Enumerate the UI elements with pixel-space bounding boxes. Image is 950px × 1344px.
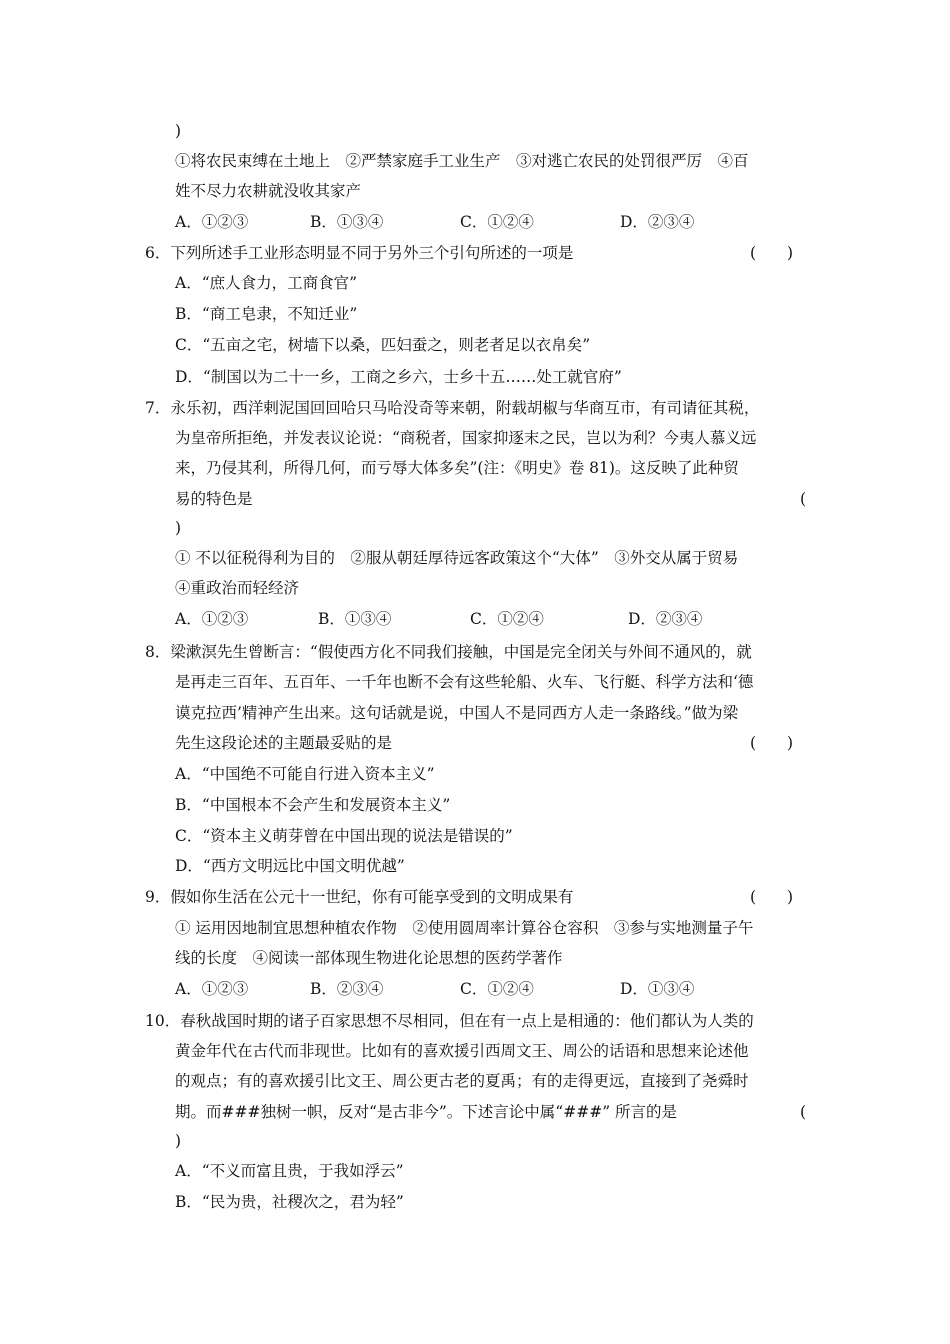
q7-bracket-open[interactable]: ( xyxy=(800,490,807,508)
q10-stem-line4: 期。而###独树一帜，反对“是古非今”。下述言论中属“###” 所言的是 xyxy=(175,1103,678,1121)
q8-stem-line2: 是再走三百年、五百年、一千年也断不会有这些轮船、火车、飞行艇、科学方法和‘德 xyxy=(175,673,754,691)
q8-option-c[interactable]: C．“资本主义萌芽曾在中国出现的说法是错误的” xyxy=(175,827,513,845)
q7-bracket-close: ) xyxy=(175,519,182,537)
q7-stem-line3: 来，乃侵其利，所得几何，而亏辱大体多矣”(注：《明史》卷 81)。这反映了此种贸 xyxy=(175,459,739,477)
q9-stem: 9．假如你生活在公元十一世纪，你有可能享受到的文明成果有 xyxy=(145,888,574,906)
q7-items-line1: ① 不以征税得利为目的 ②服从朝廷厚待远客政策这个“大体” ③外交从属于贸易 xyxy=(175,549,739,567)
q8-stem-line3: 谟克拉西’精神产生出来。这句话就是说，中国人不是同西方人走一条路线。”做为梁 xyxy=(175,704,739,722)
q6-option-d[interactable]: D．“制国以为二十一乡，工商之乡六，士乡十五……处工就官府” xyxy=(175,368,622,386)
q6-option-c[interactable]: C．“五亩之宅，树墙下以桑，匹妇蚕之，则老者足以衣帛矣” xyxy=(175,336,591,354)
q10-bracket-close: ) xyxy=(175,1132,182,1150)
q7-option-b[interactable]: B．①③④ xyxy=(318,610,392,628)
q10-stem-line3: 的观点；有的喜欢援引比文王、周公更古老的夏禹；有的走得更远，直接到了尧舜时 xyxy=(175,1072,749,1090)
q9-answer-bracket[interactable]: ( ) xyxy=(750,888,794,906)
q7-option-c[interactable]: C．①②④ xyxy=(470,610,544,628)
q6-stem: 6．下列所述手工业形态明显不同于另外三个引句所述的一项是 xyxy=(145,244,574,262)
q9-items-line2: 线的长度 ④阅读一部体现生物进化论思想的医药学著作 xyxy=(175,949,563,967)
q9-option-a[interactable]: A．①②③ xyxy=(175,980,249,998)
q10-option-a[interactable]: A．“不义而富且贵，于我如浮云” xyxy=(175,1162,404,1180)
q8-option-b[interactable]: B．“中国根本不会产生和发展资本主义” xyxy=(175,796,451,814)
q8-stem-line4: 先生这段论述的主题最妥贴的是 xyxy=(175,734,393,752)
q8-answer-bracket[interactable]: ( ) xyxy=(750,734,794,752)
q9-option-c[interactable]: C．①②④ xyxy=(460,980,534,998)
q7-items-line2: ④重政治而轻经济 xyxy=(175,579,300,597)
q9-option-b[interactable]: B．②③④ xyxy=(310,980,384,998)
q5-bracket-close: ) xyxy=(175,122,182,140)
q10-option-b[interactable]: B．“民为贵，社稷次之，君为轻” xyxy=(175,1193,404,1211)
q5-items-line1: ①将农民束缚在土地上 ②严禁家庭手工业生产 ③对逃亡农民的处罚很严厉 ④百 xyxy=(175,152,749,170)
q5-option-c[interactable]: C．①②④ xyxy=(460,213,534,231)
q7-option-d[interactable]: D．②③④ xyxy=(628,610,703,628)
q5-option-a[interactable]: A．①②③ xyxy=(175,213,249,231)
q7-stem-line4: 易的特色是 xyxy=(175,490,253,508)
q6-option-b[interactable]: B．“商工皂隶，不知迁业” xyxy=(175,305,358,323)
q8-option-a[interactable]: A．“中国绝不可能自行进入资本主义” xyxy=(175,765,435,783)
q7-stem-line1: 7．永乐初，西洋剌泥国回回哈只马哈没奇等来朝，附载胡椒与华商互市，有司请征其税， xyxy=(145,399,760,417)
q10-stem-line2: 黄金年代在古代而非现世。比如有的喜欢援引西周文王、周公的话语和思想来论述他 xyxy=(175,1042,749,1060)
q5-items-line2: 姓不尽力农耕就没收其家产 xyxy=(175,182,362,200)
q5-option-d[interactable]: D．②③④ xyxy=(620,213,695,231)
q7-stem-line2: 为皇帝所拒绝，并发表议论说：“商税者，国家抑逐末之民，岂以为利？今夷人慕义远 xyxy=(175,429,757,447)
q9-option-d[interactable]: D．①③④ xyxy=(620,980,695,998)
q6-answer-bracket[interactable]: ( ) xyxy=(750,244,794,262)
q10-bracket-open[interactable]: ( xyxy=(800,1103,807,1121)
q9-items-line1: ① 运用因地制宜思想种植农作物 ②使用圆周率计算谷仓容积 ③参与实地测量子午 xyxy=(175,919,754,937)
q8-stem-line1: 8．梁漱溟先生曾断言：“假使西方化不同我们接触，中国是完全闭关与外间不通风的，就 xyxy=(145,643,752,661)
q7-option-a[interactable]: A．①②③ xyxy=(175,610,249,628)
q5-option-b[interactable]: B．①③④ xyxy=(310,213,384,231)
q10-stem-line1: 10．春秋战国时期的诸子百家思想不尽相同，但在有一点上是相通的：他们都认为人类的 xyxy=(145,1012,754,1030)
q8-option-d[interactable]: D．“西方文明远比中国文明优越” xyxy=(175,857,405,875)
q6-option-a[interactable]: A．“庶人食力，工商食官” xyxy=(175,274,358,292)
